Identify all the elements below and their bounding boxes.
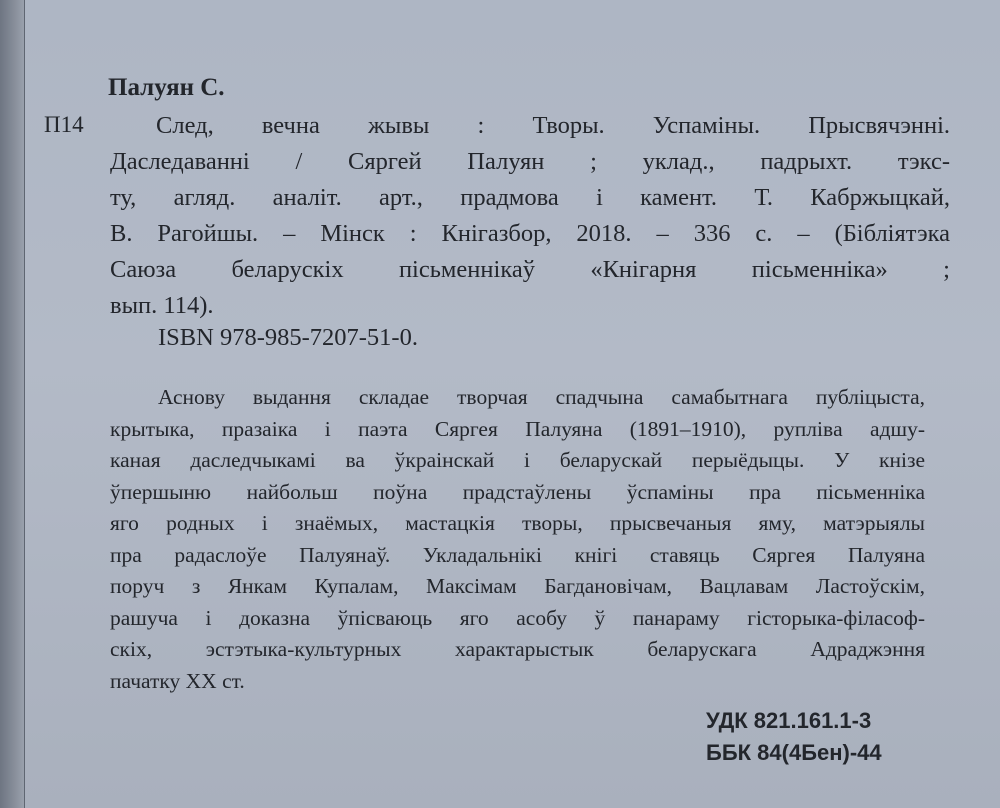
author-heading: Палуян С.	[108, 74, 225, 101]
biblio-line: ту, агляд. аналіт. арт., прадмова і камент. Т. Кабржыцкай,	[110, 184, 950, 211]
biblio-line: В. Рагойшы. – Мінск : Кнігазбор, 2018. – 336 с. – (Бібліятэка	[110, 220, 950, 247]
biblio-line: вып. 114).	[110, 292, 214, 319]
isbn-number: ISBN 978-985-7207-51-0.	[158, 324, 418, 351]
annotation-line: пра радаслоўе Палуянаў. Укладальнікі кнігі ставяць Сяргея Палуяна	[110, 542, 925, 567]
biblio-line: Саюза беларускіх пісьменнікаў «Кнігарня пісьменніка» ;	[110, 256, 950, 283]
classification-code: П14	[44, 112, 84, 137]
book-spine-gutter	[0, 0, 25, 808]
annotation-line: пачатку XX ст.	[110, 668, 245, 693]
annotation-line: Аснову выдання складае творчая спадчына самабытнага публіцыста,	[158, 385, 925, 409]
annotation-line: яго родных і знаёмых, мастацкія творы, прысвечаныя яму, матэрыялы	[110, 511, 925, 535]
annotation-line: поруч з Янкам Купалам, Максімам Багдановічам, Вацлавам Ластоўскім,	[110, 574, 925, 598]
biblio-line: Даследаванні / Сяргей Палуян ; уклад., падрыхт. тэкс-	[110, 148, 950, 175]
annotation-line: ўпершыню найбольш поўна прадстаўлены ўспаміны пра пісьменніка	[110, 479, 925, 504]
udk-code: УДК 821.161.1-3	[706, 708, 872, 733]
annotation-line: рашуча і доказна ўпісваюць яго асобу ў панараму гісторыка-філасоф-	[110, 605, 925, 630]
annotation-paragraph	[110, 382, 925, 697]
biblio-line: След, вечна жывы : Творы. Успаміны. Прысвячэнні.	[156, 112, 950, 139]
bbk-code: ББК 84(4Бен)-44	[706, 740, 882, 765]
bibliographic-description	[110, 108, 950, 324]
annotation-line: крытыка, празаіка і паэта Сяргея Палуяна (1891–1910), руплівa адшу-	[110, 416, 925, 441]
annotation-line: скіх, эстэтыка-культурных характарыстык беларускага Адраджэння	[110, 637, 925, 661]
annotation-line: каная даследчыкамі ва ўкраінскай і беларускай перыёдыцы. У кнізе	[110, 448, 925, 472]
